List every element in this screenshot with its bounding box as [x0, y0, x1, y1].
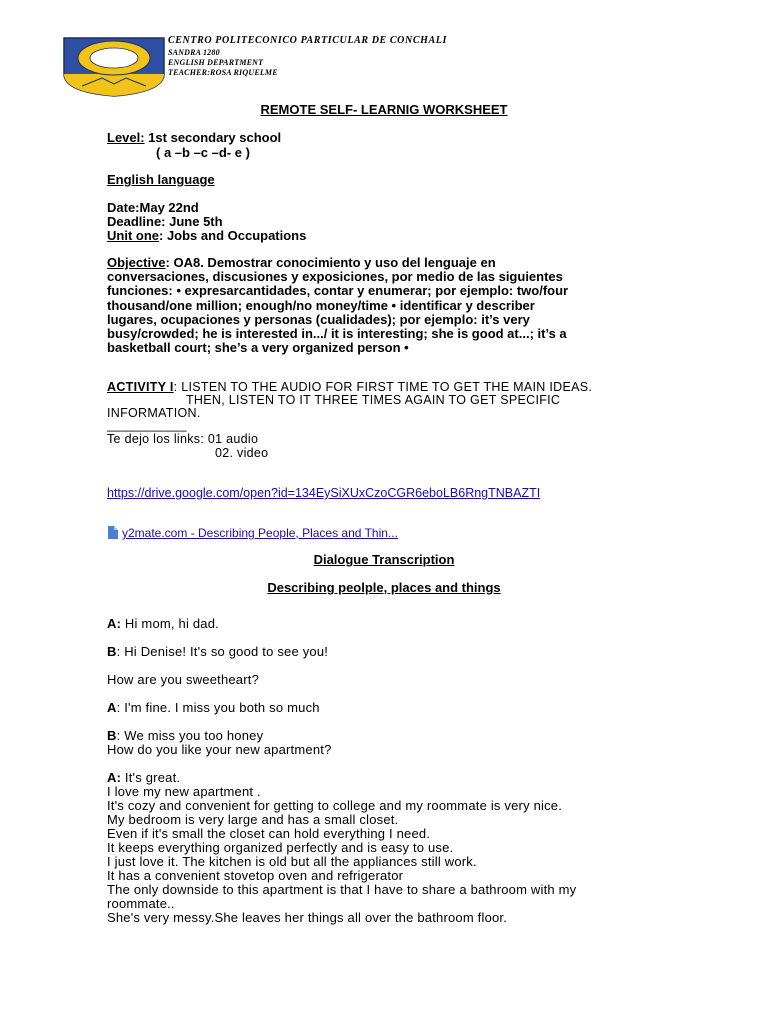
activity-text: : LISTEN TO THE AUDIO FOR FIRST TIME TO GET THE MAIN IDEAS.: [173, 380, 593, 394]
level-value: 1st secondary school: [144, 130, 282, 145]
dialogue-text: She's very messy.She leaves her things all over the bathroom floor.: [107, 910, 508, 925]
speaker-label: B: [107, 644, 117, 659]
dialogue-text: It's cozy and convenient for getting to college and my roommate is very nice.: [107, 798, 563, 813]
level-line: [107, 131, 281, 145]
speaker-label: A:: [107, 770, 122, 785]
unit-value: : Jobs and Occupations: [159, 228, 307, 243]
objective-line: conversaciones, discusiones y exposiciones, por medio de las siguientes: [107, 269, 563, 285]
subject: English language: [107, 172, 215, 187]
dialogue-text: Hi mom, hi dad.: [121, 616, 219, 631]
school-name: CENTRO POLITECONICO PARTICULAR DE CONCHALI: [168, 35, 447, 46]
links-intro: Te dejo los links: 01 audio: [107, 432, 259, 446]
unit-line: [107, 229, 306, 243]
drive-link[interactable]: https://drive.google.com/open?id=134EySiXUxCzoCGR6eboLB6RngTNBAZTI: [107, 486, 541, 500]
dialogue-line: [107, 701, 320, 715]
dialogue-text: It's great.: [121, 770, 181, 785]
objective-line: : OA8. Demostrar conocimiento y uso del lenguaje en: [165, 255, 496, 270]
dialogue-text: roommate..: [107, 896, 175, 911]
transcription-title: Dialogue Transcription: [313, 552, 455, 567]
transcription-subtitle: Describing peolple, places and things: [267, 580, 501, 595]
document-icon: [107, 526, 118, 539]
date: Date:May 22nd: [107, 200, 199, 215]
objective-line: lugares, ocupaciones y personas (cualidades); por ejemplo: it’s very: [107, 311, 530, 327]
activity-text: INFORMATION.: [107, 406, 201, 420]
dialogue-text: I love my new apartment .: [107, 784, 261, 799]
dialogue-line: [107, 729, 263, 743]
dialogue-text: : We miss you too honey: [116, 728, 264, 743]
dialogue-text: Even if it's small the closet can hold everything I need.: [107, 826, 431, 841]
activity-label: ACTIVITY I: [107, 380, 174, 394]
dialogue-text: : Hi Denise! It's so good to see you!: [116, 644, 329, 659]
speaker-label: A: [107, 700, 117, 715]
dialogue-line: [107, 645, 328, 659]
speaker-label: A:: [107, 616, 122, 631]
activity-text: THEN, LISTEN TO IT THREE TIMES AGAIN TO GET SPECIFIC: [186, 393, 561, 407]
dialogue-text: How do you like your new apartment?: [107, 742, 332, 757]
school-logo: [62, 34, 166, 98]
objective-line: basketball court; she’s a very organized person •: [107, 340, 409, 356]
speaker-label: B: [107, 728, 117, 743]
video-link[interactable]: y2mate.com - Describing People, Places and Thin...: [122, 526, 398, 540]
dialogue-text: The only downside to this apartment is that I have to share a bathroom with my: [107, 882, 577, 897]
objective-line: funciones: • expresarcantidades, contar y enumerar; por ejemplo: two/four: [107, 283, 569, 299]
dialogue-text: It keeps everything organized perfectly and is easy to use.: [107, 840, 454, 855]
worksheet-title: REMOTE SELF- LEARNIG WORKSHEET: [260, 102, 508, 117]
teacher-name: TEACHER:ROSA RIQUELME: [168, 68, 278, 77]
dialogue-text: I just love it. The kitchen is old but all the appliances still work.: [107, 854, 477, 869]
level-label: Level:: [107, 130, 145, 145]
objective-line: thousand/one million; enough/no money/time • identificar y describer: [107, 297, 535, 313]
dialogue-line: [107, 771, 180, 785]
dialogue-text: How are you sweetheart?: [107, 672, 260, 687]
separator-line: ___________: [107, 418, 187, 432]
video-link-row[interactable]: [107, 526, 398, 540]
links-second: 02. video: [215, 446, 269, 460]
objective-label: Objective: [107, 255, 166, 270]
dialogue-text: It has a convenient stovetop oven and refrigerator: [107, 868, 404, 883]
department: ENGLISH DEPARTMENT: [168, 58, 264, 67]
objective-line: busy/crowded; he is interested in.../ it is interesting; she is good at...; it’s a: [107, 326, 567, 342]
unit-label: Unit one: [107, 228, 159, 243]
dialogue-line: [107, 617, 219, 631]
dialogue-text: My bedroom is very large and has a small closet.: [107, 812, 399, 827]
sections: ( a –b –c –d- e ): [156, 145, 250, 160]
dialogue-text: : I'm fine. I miss you both so much: [116, 700, 320, 715]
objective-block: [107, 256, 652, 355]
school-address: SANDRA 1280: [168, 48, 220, 57]
deadline: Deadline: June 5th: [107, 214, 223, 229]
